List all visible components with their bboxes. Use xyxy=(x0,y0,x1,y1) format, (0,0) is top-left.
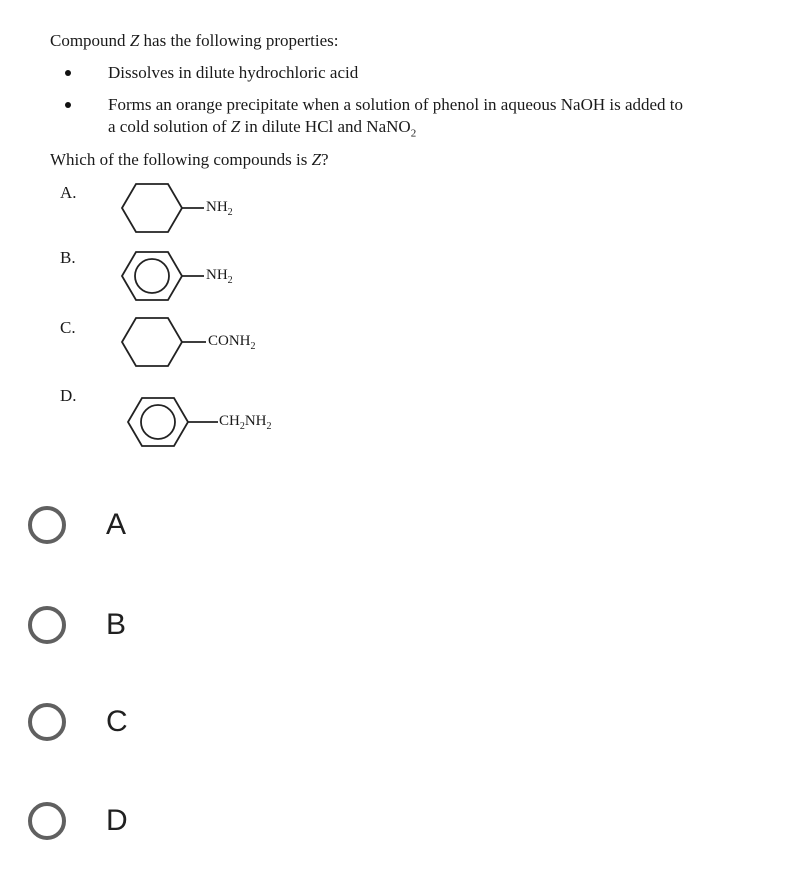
question-prompt: Which of the following compounds is Z? xyxy=(50,150,329,169)
cyclohexane-ring-icon xyxy=(112,176,212,240)
bullet-dot-1 xyxy=(65,70,71,76)
answer-label-c: C xyxy=(106,705,128,738)
cyclohexane-ring-icon xyxy=(112,310,212,374)
option-letter-b: B. xyxy=(60,248,76,267)
answer-choice-c[interactable] xyxy=(28,697,328,747)
answer-label-b: B xyxy=(106,608,127,641)
benzene-ring-icon xyxy=(118,390,228,454)
question-intro: Compound Z has the following properties: xyxy=(50,31,339,50)
bullet-text-2: Forms an orange precipitate when a solution of phenol in aqueous NaOH is added to a cold solution of Z in dilute HCl and NaNO$_2$ xyxy=(108,95,684,140)
answer-label-a: A xyxy=(106,508,127,541)
radio-button-b[interactable] xyxy=(28,606,66,644)
benzene-ring-icon xyxy=(112,244,212,308)
answer-choice-a[interactable] xyxy=(28,500,328,550)
answer-label-d: D xyxy=(106,804,128,837)
substituent-d: $CH_2NH_2$ xyxy=(219,413,272,432)
answer-choice-b[interactable] xyxy=(28,600,328,650)
option-letter-c: C. xyxy=(60,318,76,337)
option-letter-d: D. xyxy=(60,386,77,405)
bullet-text-1: Dissolves in dilute hydrochloric acid xyxy=(108,63,359,82)
bullet-dot-2 xyxy=(65,102,71,108)
answer-choice-d[interactable] xyxy=(28,796,328,846)
radio-button-a[interactable] xyxy=(28,506,66,544)
substituent-a: $NH_2$ xyxy=(206,199,233,218)
radio-button-c[interactable] xyxy=(28,703,66,741)
radio-button-d[interactable] xyxy=(28,802,66,840)
substituent-c: $CONH_2$ xyxy=(208,333,256,352)
substituent-b: $NH_2$ xyxy=(206,267,233,286)
option-letter-a: A. xyxy=(60,183,77,202)
